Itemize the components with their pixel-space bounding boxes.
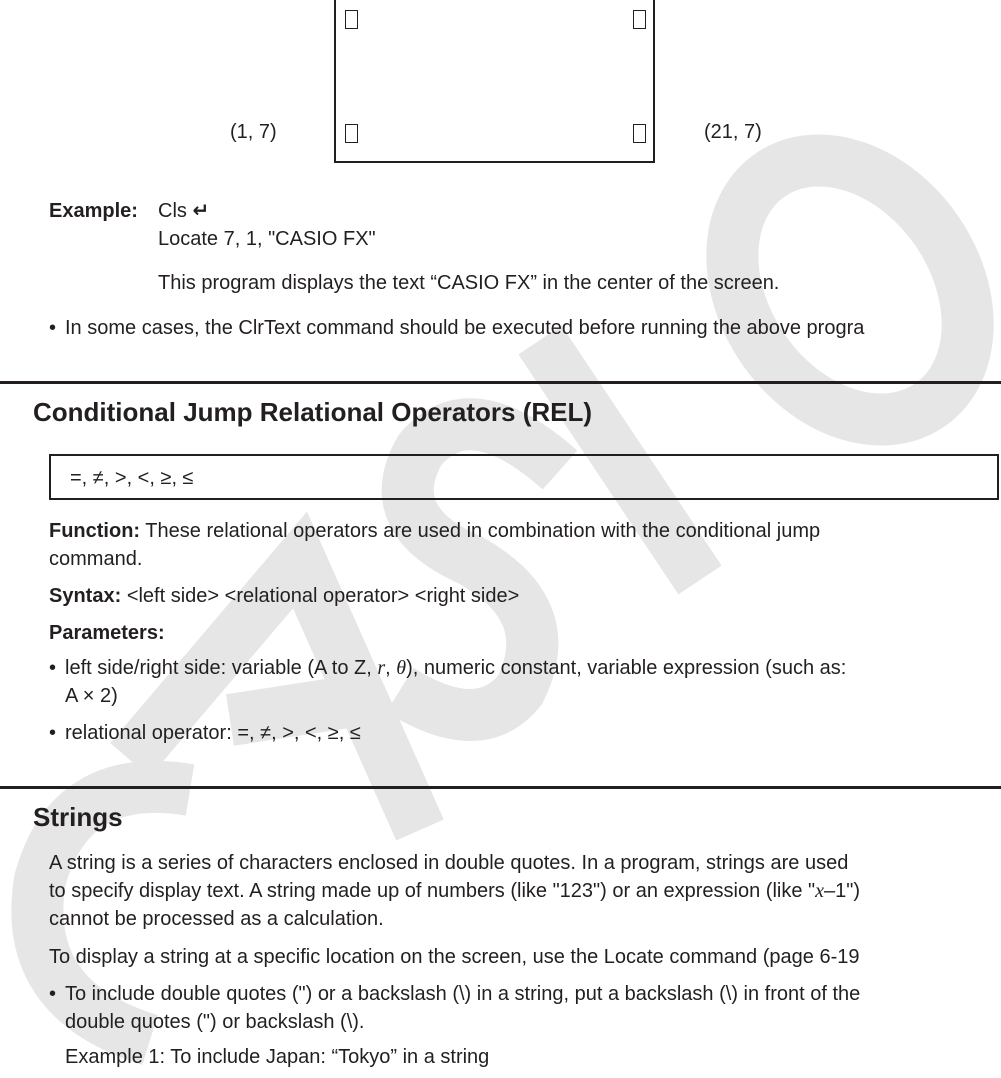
strings-para1-line2 xyxy=(49,877,860,905)
strings-bullet1-line1: To include double quotes (") or a backslash (\) in a string, put a backslash (\) in front of the xyxy=(65,983,861,1005)
cursor-top-right xyxy=(633,10,646,29)
rel-heading: Conditional Jump Relational Operators (REL) xyxy=(33,397,593,427)
variable-x: x xyxy=(815,880,824,902)
bullet-mark: • xyxy=(49,317,57,339)
param1-comma: , xyxy=(385,657,397,679)
example-label: Example: xyxy=(49,200,138,222)
cursor-bottom-right xyxy=(633,124,646,143)
syntax-label: Syntax: xyxy=(49,585,122,607)
section-divider xyxy=(0,381,1001,384)
syntax-text: <left side> <relational operator> <right side> xyxy=(126,585,520,607)
function-line2: command. xyxy=(49,548,143,570)
example-code-line2: Locate 7, 1, "CASIO FX" xyxy=(158,228,376,250)
parameters-label: Parameters: xyxy=(49,622,165,644)
syntax-line xyxy=(49,582,519,610)
function-line1 xyxy=(49,517,820,545)
cursor-top-left xyxy=(345,10,358,29)
example-code-line1 xyxy=(158,197,209,225)
param2-line: relational operator: =, ≠, >, <, ≥, ≤ xyxy=(65,722,361,744)
strings-para1-line1: A string is a series of characters enclosed in double quotes. In a program, strings are used xyxy=(49,852,849,874)
example-note: This program displays the text “CASIO FX” in the center of the screen. xyxy=(158,272,780,294)
rel-operator-list: =, ≠, >, <, ≥, ≤ xyxy=(70,467,194,489)
rel-operator-box xyxy=(49,454,999,500)
strings-example1: Example 1: To include Japan: “Tokyo” in a string xyxy=(65,1046,490,1068)
variable-theta: θ xyxy=(396,657,407,679)
param1-line2: A × 2) xyxy=(65,685,118,707)
para1-line2-post: –1") xyxy=(824,880,861,902)
function-text: These relational operators are used in combination with the conditional jump xyxy=(145,520,821,542)
enter-key-icon: ↵ xyxy=(192,200,210,222)
param1-suffix: ), numeric constant, variable expression (such as: xyxy=(406,657,847,679)
calculator-screen-figure xyxy=(334,0,655,163)
clrtext-note: In some cases, the ClrText command should be executed before running the above progra xyxy=(65,317,865,339)
example-cls: Cls xyxy=(158,200,187,222)
coord-label-right: (21, 7) xyxy=(704,121,762,143)
strings-bullet1-line2: double quotes (") or backslash (\). xyxy=(65,1011,365,1033)
strings-para2: To display a string at a specific location on the screen, use the Locate command (page 6-19 xyxy=(49,946,860,968)
function-label: Function: xyxy=(49,520,141,542)
bullet-mark: • xyxy=(49,983,57,1005)
param1-prefix: left side/right side: variable (A to Z, xyxy=(65,657,378,679)
section-divider xyxy=(0,786,1001,789)
bullet-mark: • xyxy=(49,657,57,679)
coord-label-left: (1, 7) xyxy=(230,121,277,143)
bullet-mark: • xyxy=(49,722,57,744)
variable-r: r xyxy=(377,657,386,679)
strings-para1-line3: cannot be processed as a calculation. xyxy=(49,908,384,930)
param1-line1 xyxy=(65,654,846,682)
cursor-bottom-left xyxy=(345,124,358,143)
strings-heading: Strings xyxy=(33,802,123,832)
para1-line2-pre: to specify display text. A string made up of numbers (like "123") or an expression (like " xyxy=(49,880,816,902)
